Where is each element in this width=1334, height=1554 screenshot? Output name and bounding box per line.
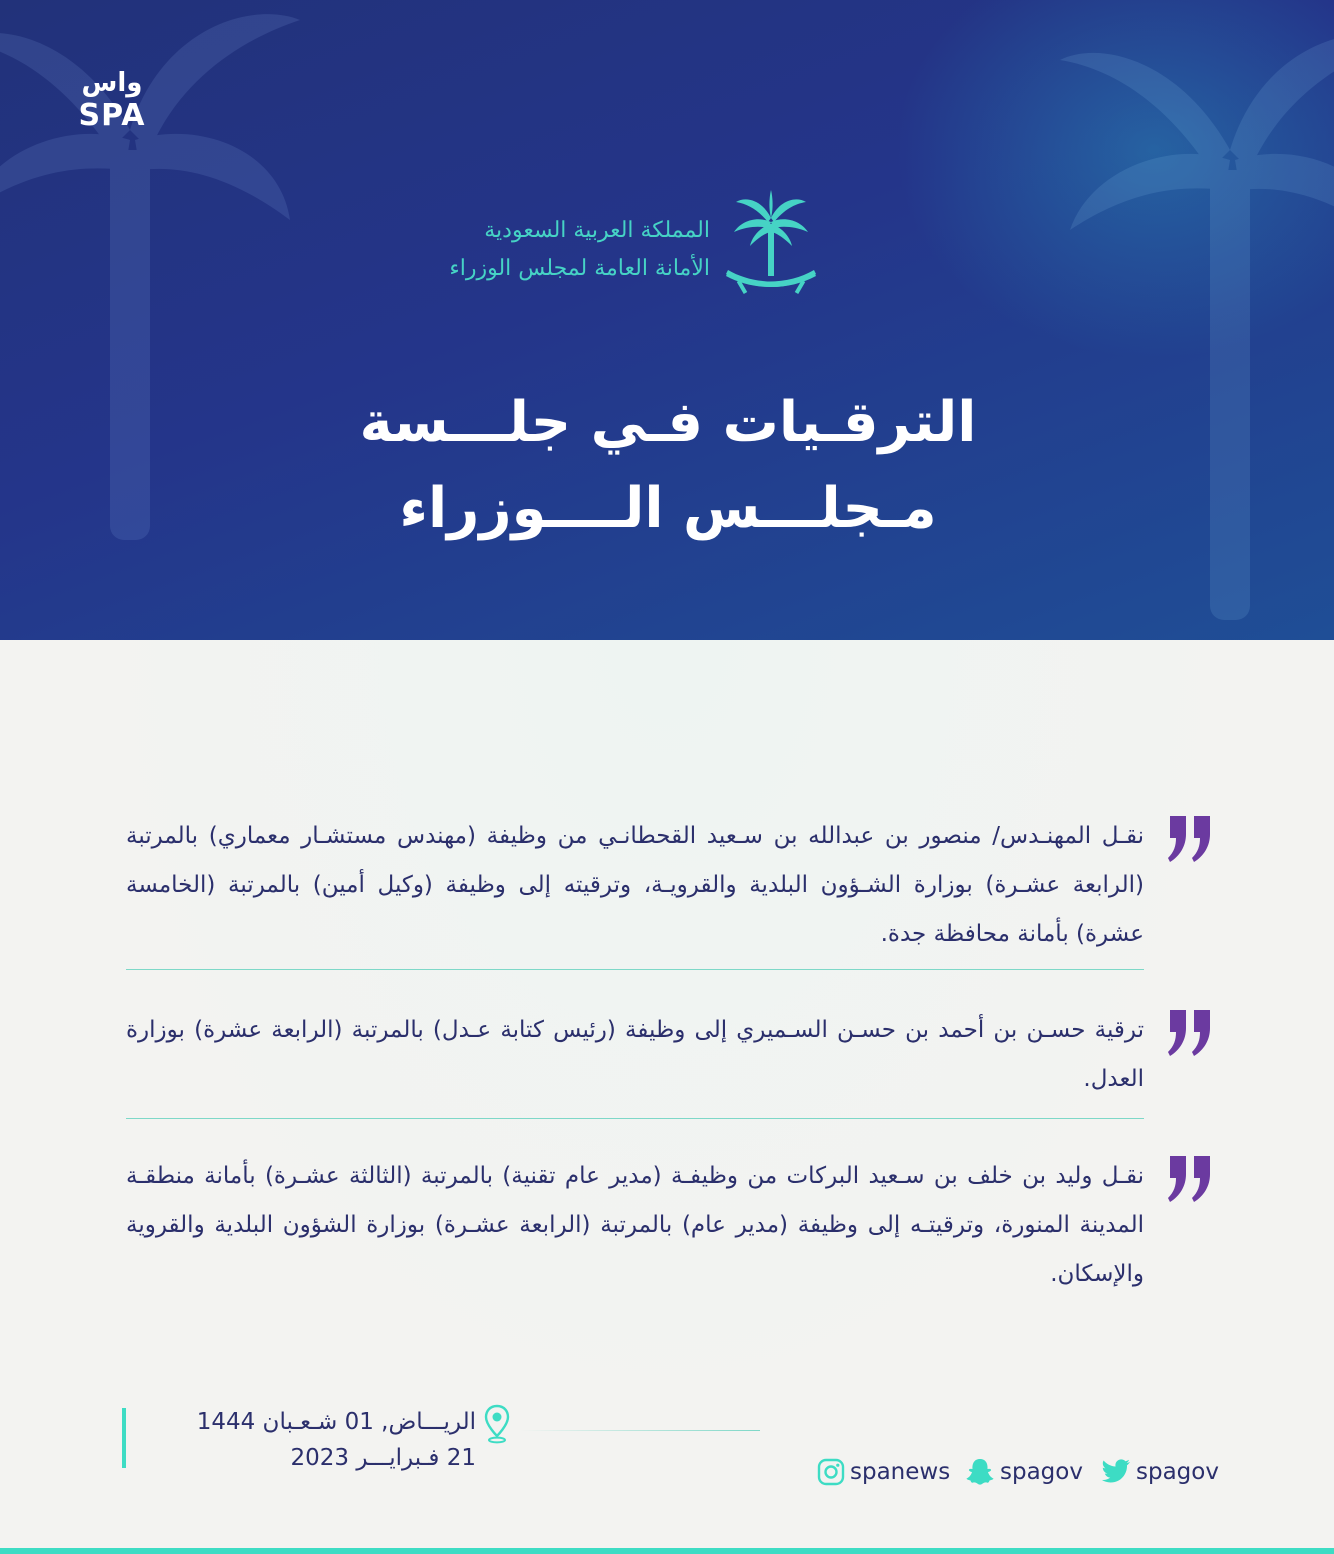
quote-icon bbox=[1166, 812, 1216, 864]
item-text: نقـل وليد بن خلف بن سـعيد البركات من وظيفـة (مدير عام تقنية) بالمرتبة (الثالثة عشـرة) بأمانة منطقـة المدينة المنورة، وترقيتـه إلى وظيفة (مدير عام) بالمرتبة (الرابعة عشـرة) بوزارة الشؤون البلدية والقروية والإسكان. bbox=[126, 1163, 1144, 1287]
date-gregorian: 21 فـبرايـــر 2023 bbox=[290, 1445, 476, 1471]
spa-logo-arabic: واس bbox=[81, 68, 143, 98]
snapchat-handle: spagov bbox=[1000, 1459, 1083, 1485]
instagram-icon bbox=[816, 1457, 846, 1487]
list-item bbox=[126, 1152, 1216, 1292]
emblem-calligraphy bbox=[449, 212, 710, 302]
calligraphy-line1: المملكة العربية السعودية bbox=[484, 218, 710, 243]
page-title bbox=[290, 380, 1046, 552]
spa-logo bbox=[62, 68, 162, 134]
divider bbox=[126, 969, 1144, 970]
list-item bbox=[126, 812, 1216, 952]
calligraphy-line2: الأمانة العامة لمجلس الوزراء bbox=[449, 256, 710, 281]
item-text: ترقية حسـن بن أحمد بن حسـن السـميري إلى وظيفة (رئيس كتابة عـدل) بالمرتبة (الرابعة عشرة) بوزارة العدل. bbox=[126, 1017, 1144, 1092]
social-instagram[interactable] bbox=[816, 1454, 950, 1490]
date-accent-bar bbox=[122, 1408, 126, 1468]
social-twitter[interactable] bbox=[1100, 1454, 1219, 1490]
item-text: نقـل المهنـدس/ منصور بن عبدالله بن سـعيد القحطانـي من وظيفة (مهندس مستشـار معماري) بالمرتبة (الرابعة عشـرة) بوزارة الشـؤون البلدية والقرويـة، وترقيته إلى وظيفة (وكيل أمين) بالمرتبة (الخامسة عشرة) بأمانة محافظة جدة. bbox=[126, 823, 1144, 947]
social-snapchat[interactable] bbox=[964, 1454, 1083, 1490]
location-pin-icon bbox=[484, 1404, 510, 1444]
date-block bbox=[136, 1404, 476, 1476]
divider bbox=[126, 1118, 1144, 1119]
footer-divider bbox=[520, 1430, 760, 1431]
date-hijri: الريـــاض, 01 شـعـبان 1444 bbox=[196, 1409, 476, 1435]
header-banner bbox=[0, 0, 1334, 640]
twitter-handle: spagov bbox=[1136, 1459, 1219, 1485]
quote-icon bbox=[1166, 1006, 1216, 1058]
snapchat-icon bbox=[964, 1456, 996, 1488]
spa-logo-latin: SPA bbox=[78, 98, 146, 133]
instagram-handle: spanews bbox=[850, 1459, 951, 1485]
palm-bg-right-icon bbox=[1060, 0, 1334, 620]
bottom-accent-strip bbox=[0, 1548, 1334, 1554]
twitter-icon bbox=[1100, 1458, 1132, 1486]
page-title-line2: مـجلـــس الــــوزراء bbox=[399, 476, 937, 541]
quote-icon bbox=[1166, 1152, 1216, 1204]
page-title-line1: الترقـيات فـي جلـــسة bbox=[359, 390, 977, 455]
saudi-palm-swords-icon bbox=[722, 188, 820, 300]
list-item bbox=[126, 1006, 1216, 1102]
